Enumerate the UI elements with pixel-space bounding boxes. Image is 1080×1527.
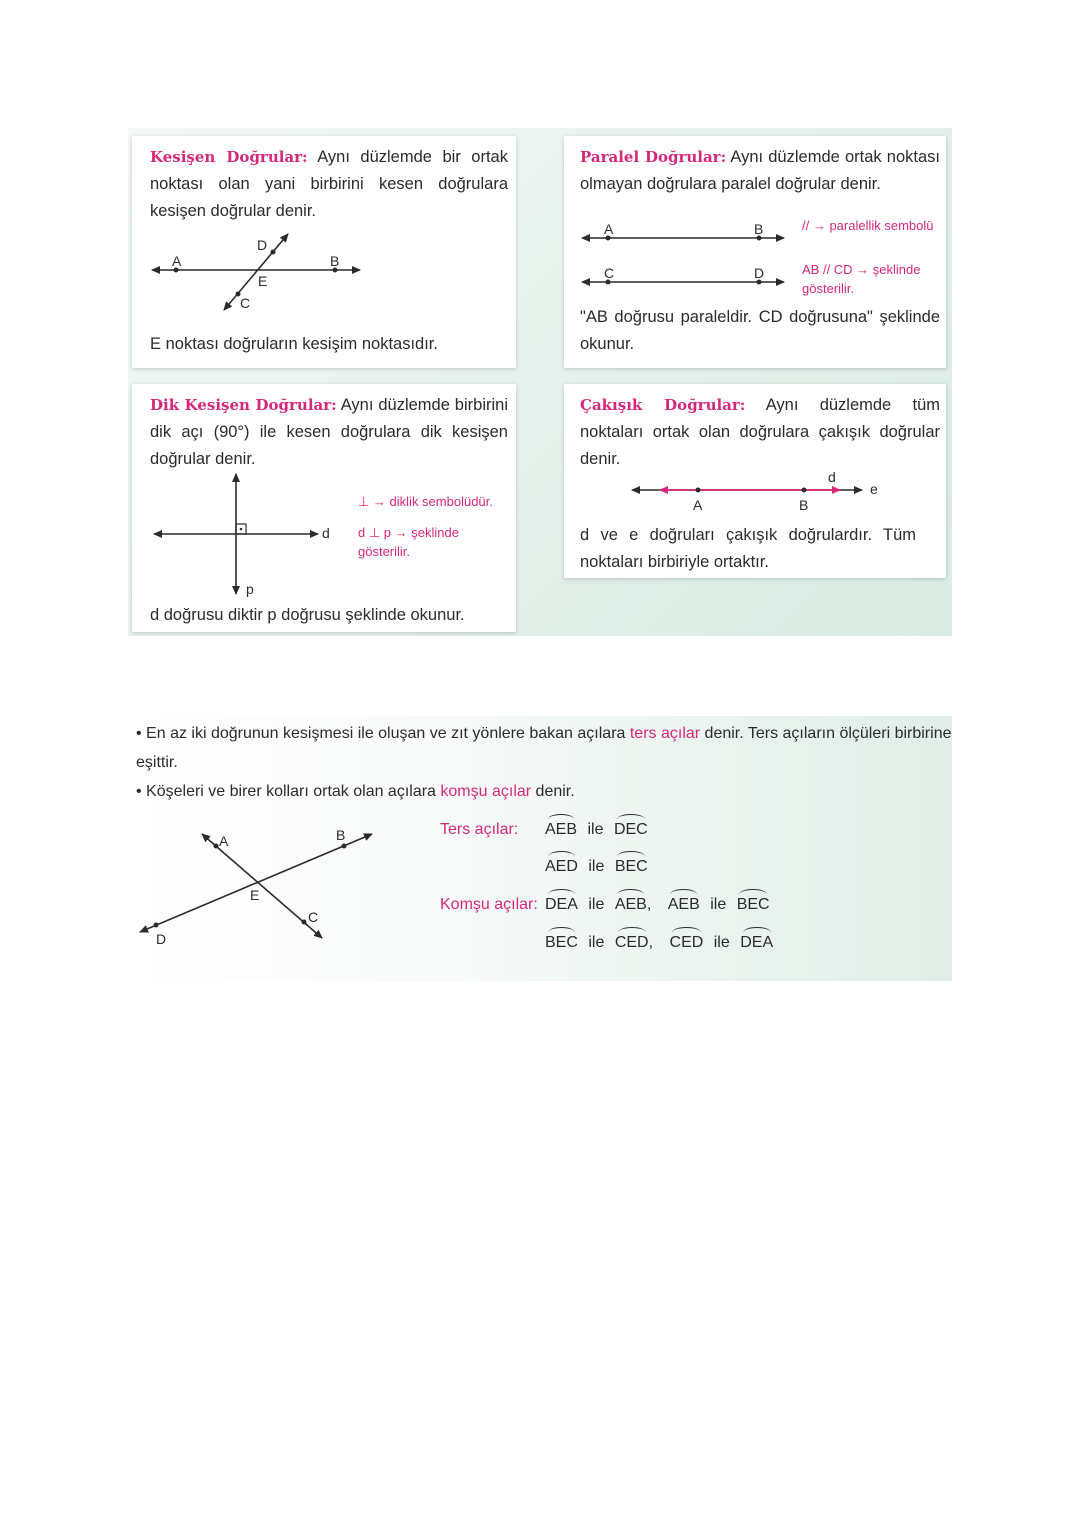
vertical-angles-label: Ters açılar:	[440, 821, 519, 838]
parallel-caption: "AB doğrusu paraleldir. CD doğrusuna" şeklinde okunur.	[580, 308, 940, 353]
bullet1-pre: • En az iki doğrunun kesişmesi ile oluşan ve zıt yönlere bakan açılara	[136, 725, 630, 742]
label-b: B	[754, 221, 764, 237]
parallel-lines-card	[564, 136, 946, 368]
label-d: D	[156, 931, 167, 947]
coincident-lines-figure	[564, 466, 946, 516]
coincident-definition-text: Aynı düzlemde tüm noktaları ortak olan doğrulara çakışık doğrular denir.	[580, 396, 940, 468]
parallel-definition	[580, 144, 940, 198]
perpendicular-term: Dik Kesişen Doğrular:	[150, 396, 337, 414]
label-d: D	[257, 237, 268, 253]
label-c: C	[604, 265, 615, 281]
comma: ,	[646, 896, 652, 913]
label-d: d	[828, 469, 836, 485]
line-db	[140, 834, 372, 932]
parallel-notation-note: AB // CD → şeklinde gösterilir.	[802, 262, 921, 296]
angle-dec: DEC	[613, 821, 648, 838]
coincident-lines-card	[564, 384, 946, 578]
bullet2-pre: • Köşeleri ve birer kolları ortak olan açılara	[136, 783, 441, 800]
point-b	[342, 844, 347, 849]
intersecting-lines-figure	[132, 228, 516, 318]
perpendicular-definition-text: Aynı düzlemde birbirini dik açı (90°) ile kesen doğrulara dik kesişen doğrular denir.	[150, 396, 508, 468]
connector: ile	[588, 896, 605, 913]
connector: ile	[713, 934, 730, 951]
connector: ile	[587, 821, 604, 838]
connector: ile	[588, 934, 605, 951]
intersecting-caption: E noktası doğruların kesişim noktasıdır.	[150, 335, 438, 353]
coincident-definition	[580, 392, 940, 473]
perpendicular-notation-note: d ⊥ p → şeklinde gösterilir.	[358, 525, 459, 559]
angle-dea: DEA	[740, 934, 774, 951]
line-cd	[224, 234, 288, 310]
label-d: D	[754, 265, 765, 281]
angle-aeb: AEB	[545, 821, 578, 838]
label-p: p	[246, 581, 254, 597]
angles-figure	[130, 820, 390, 955]
point-a	[696, 488, 701, 493]
perpendicular-lines-figure	[132, 470, 342, 600]
label-a: A	[172, 253, 182, 269]
intersecting-definition	[150, 144, 508, 225]
label-d: d	[322, 525, 330, 541]
bullet2-post: denir.	[531, 783, 575, 800]
coincident-caption: d ve e doğruları çakışık doğrulardır. Tüm noktaları birbiriyle ortaktır.	[580, 526, 916, 571]
adjacent-angles-bullet	[136, 777, 952, 806]
adjacent-angles-term: komşu açılar	[440, 783, 532, 800]
perpendicular-lines-card	[132, 384, 516, 632]
label-e: e	[870, 481, 878, 497]
angle-ced: CED	[669, 934, 704, 951]
label-a: A	[219, 833, 229, 849]
connector: ile	[588, 858, 605, 875]
angle-dea: DEA	[545, 896, 578, 913]
vertical-pair-2	[545, 858, 648, 876]
label-a: A	[604, 221, 614, 237]
parallel-symbol-note: // → paralellik sembolü	[802, 218, 934, 233]
label-a: A	[693, 497, 703, 513]
intersecting-definition-text: Aynı düzlemde bir ortak noktası olan yani birbirini kesen doğrulara kesişen doğrular denir.	[150, 148, 508, 220]
parallel-lines-figure	[564, 216, 794, 296]
label-b: B	[336, 827, 346, 843]
intersecting-term: Kesişen Doğrular:	[150, 148, 308, 166]
perpendicular-caption: d doğrusu diktir p doğrusu şeklinde okunur.	[150, 606, 465, 624]
perpendicular-symbol-note: ⊥ → diklik sembolüdür.	[358, 494, 493, 509]
parallel-definition-text: Aynı düzlemde ortak noktası olmayan doğrulara paralel doğrular denir.	[580, 148, 940, 193]
vertical-angles-term: ters açılar	[629, 725, 701, 742]
intersecting-lines-card	[132, 136, 516, 368]
label-e: E	[258, 273, 268, 289]
connector: ile	[710, 896, 727, 913]
vertical-pair-1	[545, 821, 648, 839]
right-angle-dot	[240, 528, 243, 531]
angle-bec: BEC	[614, 858, 648, 875]
label-e: E	[250, 887, 260, 903]
angle-bec: BEC	[545, 934, 578, 951]
angle-aed: AED	[545, 858, 578, 875]
bullet1-post: denir. Ters açıların ölçüleri birbirine eşittir.	[136, 725, 952, 771]
angle-ced: CED	[614, 934, 649, 951]
adjacent-angles-label: Komşu açılar:	[440, 896, 538, 913]
angle-aeb: AEB	[667, 896, 700, 913]
label-c: C	[308, 909, 319, 925]
adjacent-pairs-row-1	[545, 896, 770, 914]
angle-bec: BEC	[736, 896, 770, 913]
comma: ,	[648, 934, 654, 951]
angle-aeb: AEB	[614, 896, 647, 913]
coincident-term: Çakışık Doğrular:	[580, 396, 746, 414]
perpendicular-definition	[150, 392, 508, 473]
label-c: C	[240, 295, 251, 311]
point-b	[802, 488, 807, 493]
parallel-term: Paralel Doğrular:	[580, 148, 727, 166]
label-b: B	[330, 253, 340, 269]
point-d	[154, 923, 159, 928]
label-b: B	[799, 497, 809, 513]
point-d	[271, 250, 276, 255]
point-c	[302, 920, 307, 925]
vertical-angles-bullet	[136, 719, 952, 777]
adjacent-pairs-row-2	[545, 934, 773, 952]
point-a	[214, 844, 219, 849]
